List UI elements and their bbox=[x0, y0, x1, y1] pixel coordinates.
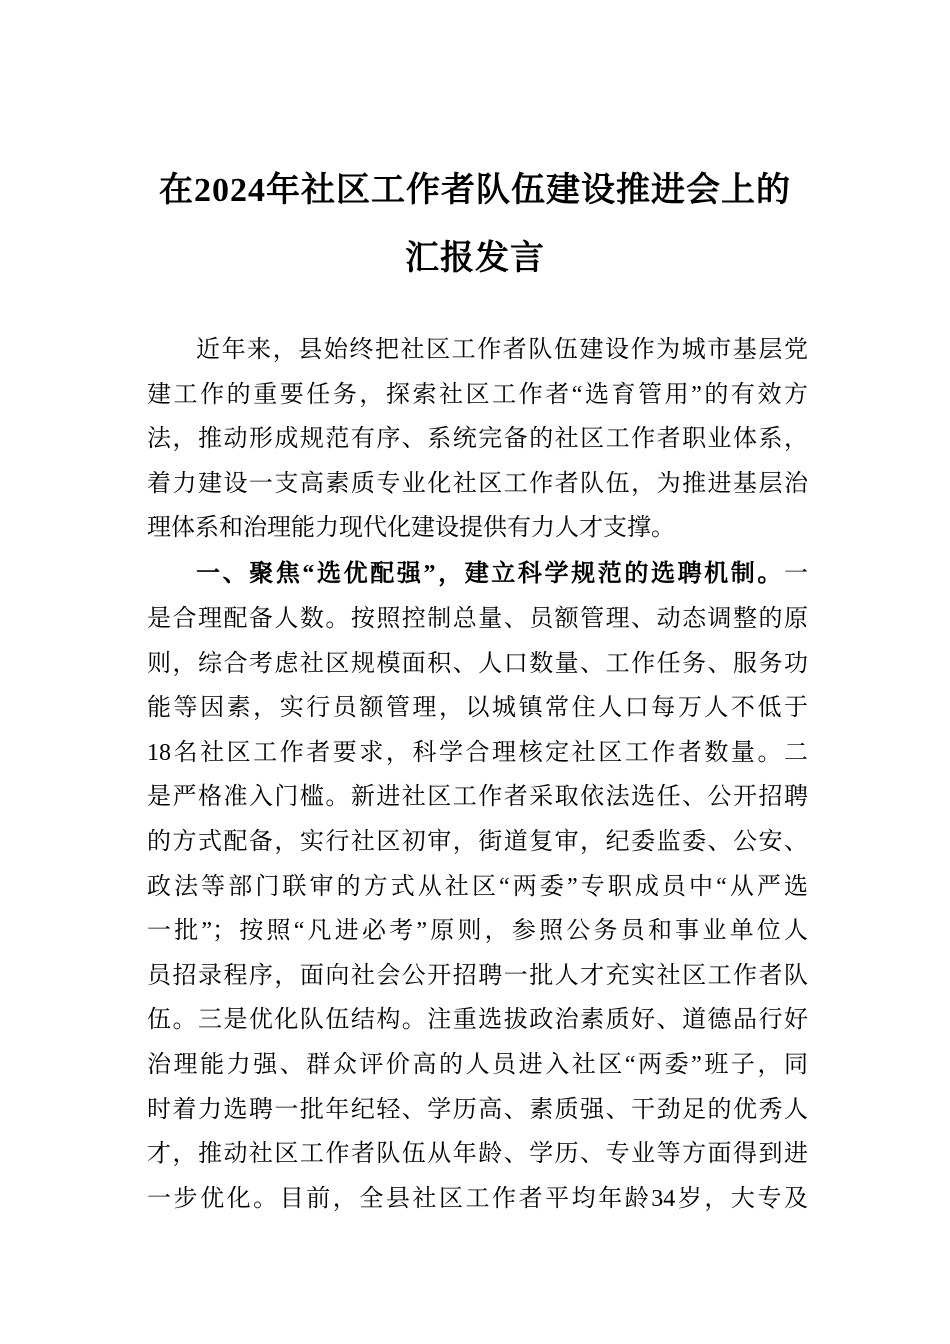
text-line: 则，综合考虑社区规模面积、人口数量、工作任务、服务功 bbox=[147, 650, 808, 677]
text-line bbox=[147, 552, 808, 597]
text-line: 建工作的重要任务，探索社区工作者“选育管用”的有效方 bbox=[147, 381, 808, 408]
text-line: 政法等部门联审的方式从社区“两委”专职成员中“从严选 bbox=[147, 873, 808, 900]
text-line: 近年来，县始终把社区工作者队伍建设作为城市基层党 bbox=[196, 337, 808, 363]
text-line: 员招录程序，面向社会公开招聘一批人才充实社区工作者队 bbox=[147, 962, 808, 989]
text-line: 理体系和治理能力现代化建设提供有力人才支撑。 bbox=[147, 515, 675, 542]
document-title-line-1: 在2024年社区工作者队伍建设推进会上的 bbox=[159, 172, 791, 209]
paragraph-section-1 bbox=[147, 552, 808, 1221]
text-line: 时着力选聘一批年纪轻、学历高、素质强、干劲足的优秀人 bbox=[147, 1096, 808, 1123]
text-line: 是合理配备人数。按照控制总量、员额管理、动态调整的原 bbox=[147, 606, 808, 633]
text-line: 一批”；按照“凡进必考”原则，参照公务员和事业单位人 bbox=[147, 918, 808, 945]
text-line: 着力建设一支高素质专业化社区工作者队伍，为推进基层治 bbox=[147, 470, 808, 497]
text-line: 一步优化。目前，全县社区工作者平均年龄34岁，大专及 bbox=[147, 1185, 808, 1212]
text-line: 才，推动社区工作者队伍从年龄、学历、专业等方面得到进 bbox=[147, 1141, 808, 1168]
text-fragment: 一 bbox=[784, 561, 808, 588]
text-line: 伍。三是优化队伍结构。注重选拔政治素质好、道德品行好 bbox=[147, 1007, 808, 1034]
text-line: 法，推动形成规范有序、系统完备的社区工作者职业体系， bbox=[147, 426, 808, 453]
paragraph-intro bbox=[147, 328, 808, 551]
text-line: 18名社区工作者要求，科学合理核定社区工作者数量。二 bbox=[147, 739, 808, 766]
text-line: 是严格准入门槛。新进社区工作者采取依法选任、公开招聘 bbox=[147, 784, 808, 811]
document-title-line-2: 汇报发言 bbox=[405, 240, 545, 277]
document-body bbox=[147, 328, 808, 1221]
text-line: 治理能力强、群众评价高的人员进入社区“两委”班子，同 bbox=[147, 1052, 808, 1078]
text-line: 能等因素，实行员额管理，以城镇常住人口每万人不低于 bbox=[147, 695, 808, 722]
section-heading: 一、聚焦“选优配强”，建立科学规范的选聘机制。 bbox=[196, 561, 784, 588]
text-line: 的方式配备，实行社区初审，街道复审，纪委监委、公安、 bbox=[147, 829, 808, 856]
